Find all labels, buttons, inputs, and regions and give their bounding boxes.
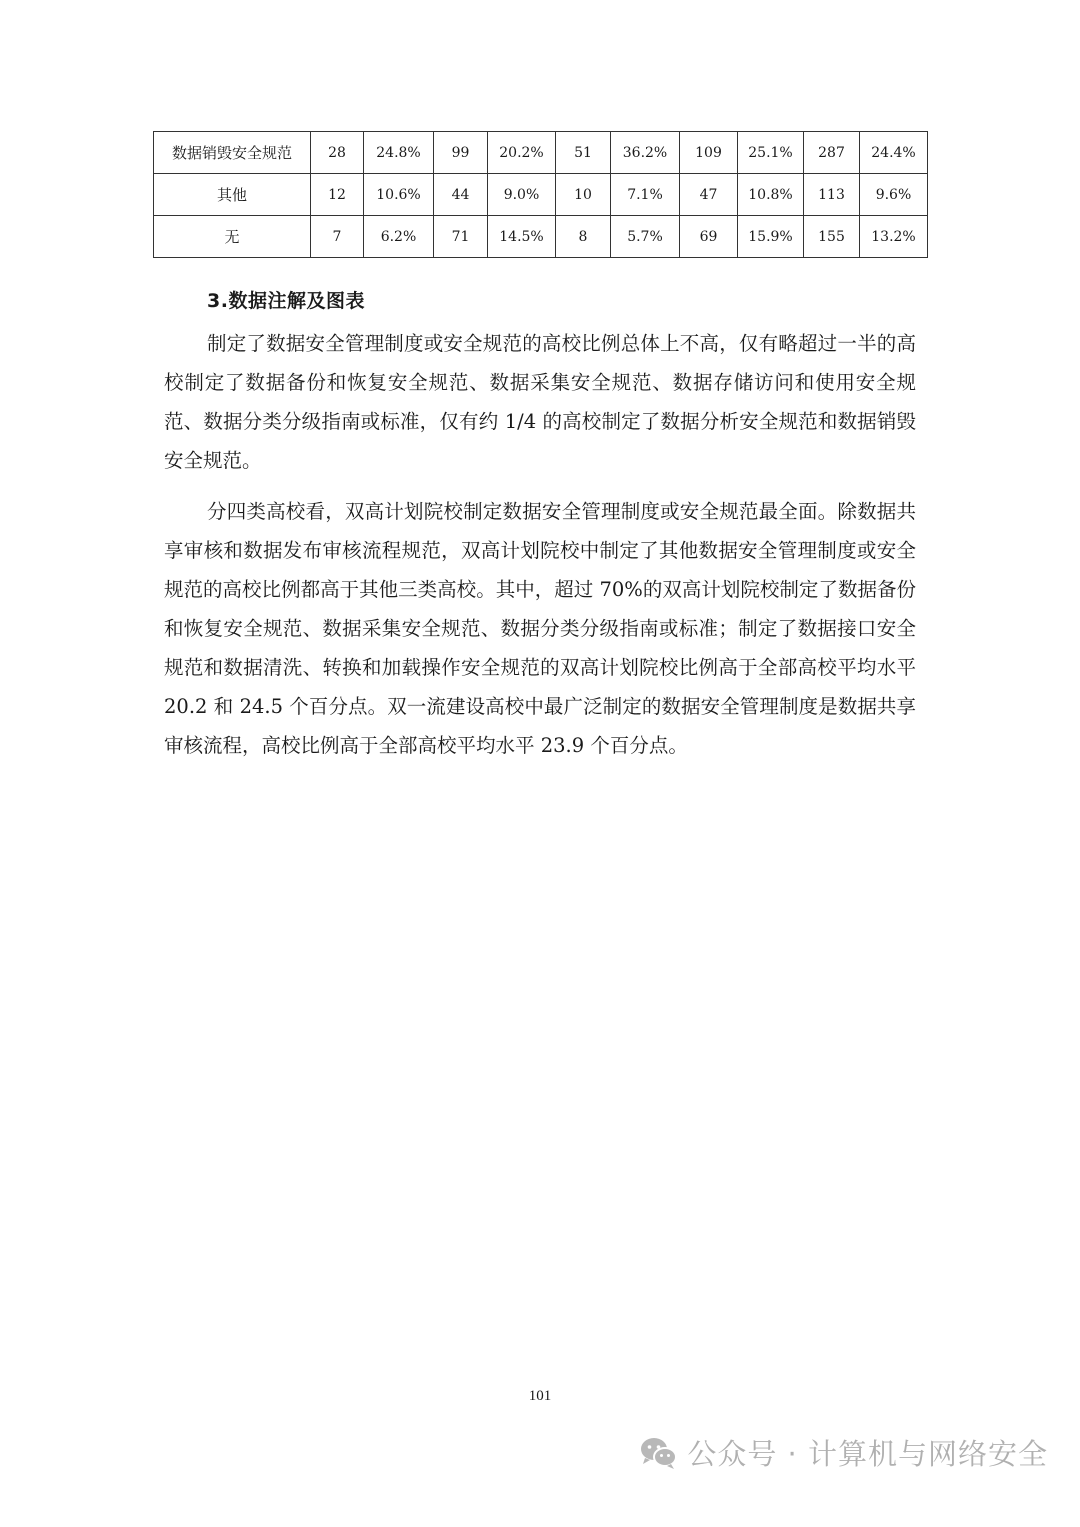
paragraph: 制定了数据安全管理制度或安全规范的高校比例总体上不高，仅有略超过一半的高校制定了数据备份和恢复安全规范、数据采集安全规范、数据存储访问和使用安全规范、数据分类分级指南或标准，仅有约 1/4 的高校制定了数据分析安全规范和数据销毁安全规范。 bbox=[164, 332, 916, 472]
count-cell: 47 bbox=[680, 174, 738, 216]
count-cell: 155 bbox=[804, 216, 860, 258]
section-heading: 3.数据注解及图表 bbox=[207, 290, 365, 312]
count-cell: 44 bbox=[434, 174, 488, 216]
row-label: 其他 bbox=[154, 174, 311, 216]
wechat-icon bbox=[639, 1436, 679, 1470]
percent-cell: 10.8% bbox=[738, 174, 804, 216]
percent-cell: 9.0% bbox=[488, 174, 556, 216]
count-cell: 113 bbox=[804, 174, 860, 216]
count-cell: 12 bbox=[311, 174, 364, 216]
count-cell: 287 bbox=[804, 132, 860, 174]
table-row bbox=[154, 174, 928, 216]
paragraph: 分四类高校看，双高计划院校制定数据安全管理制度或安全规范最全面。除数据共享审核和数据发布审核流程规范，双高计划院校中制定了其他数据安全管理制度或安全规范的高校比例都高于其他三类高校。其中，超过 70%的双高计划院校制定了数据备份和恢复安全规范、数据采集安全规范、数据分类分级指南或标准；制定了数据接口安全规范和数据清洗、转换和加载操作安全规范的双高计划院校比例高于全部高校平均水平 20.2 和 24.5 个百分点。双一流建设高校中最广泛制定的数据安全管理制度是数据共享审核流程，高校比例高于全部高校平均水平 23.9 个百分点。 bbox=[164, 500, 916, 757]
percent-cell: 9.6% bbox=[860, 174, 928, 216]
percent-cell: 24.4% bbox=[860, 132, 928, 174]
percent-cell: 7.1% bbox=[611, 174, 680, 216]
percent-cell: 6.2% bbox=[364, 216, 434, 258]
count-cell: 71 bbox=[434, 216, 488, 258]
percent-cell: 24.8% bbox=[364, 132, 434, 174]
count-cell: 28 bbox=[311, 132, 364, 174]
count-cell: 51 bbox=[556, 132, 611, 174]
count-cell: 7 bbox=[311, 216, 364, 258]
percent-cell: 15.9% bbox=[738, 216, 804, 258]
table-row bbox=[154, 216, 928, 258]
data-table bbox=[153, 131, 928, 258]
percent-cell: 10.6% bbox=[364, 174, 434, 216]
percent-cell: 36.2% bbox=[611, 132, 680, 174]
count-cell: 99 bbox=[434, 132, 488, 174]
row-label: 无 bbox=[154, 216, 311, 258]
table-row bbox=[154, 132, 928, 174]
percent-cell: 13.2% bbox=[860, 216, 928, 258]
watermark-text: 公众号 · 计算机与网络安全 bbox=[687, 1437, 1048, 1471]
percent-cell: 14.5% bbox=[488, 216, 556, 258]
percent-cell: 25.1% bbox=[738, 132, 804, 174]
watermark bbox=[639, 1432, 1048, 1473]
count-cell: 10 bbox=[556, 174, 611, 216]
percent-cell: 5.7% bbox=[611, 216, 680, 258]
table-body bbox=[154, 132, 928, 258]
count-cell: 109 bbox=[680, 132, 738, 174]
count-cell: 69 bbox=[680, 216, 738, 258]
count-cell: 8 bbox=[556, 216, 611, 258]
row-label: 数据销毁安全规范 bbox=[154, 132, 311, 174]
percent-cell: 20.2% bbox=[488, 132, 556, 174]
page-number: 101 bbox=[528, 1388, 552, 1404]
